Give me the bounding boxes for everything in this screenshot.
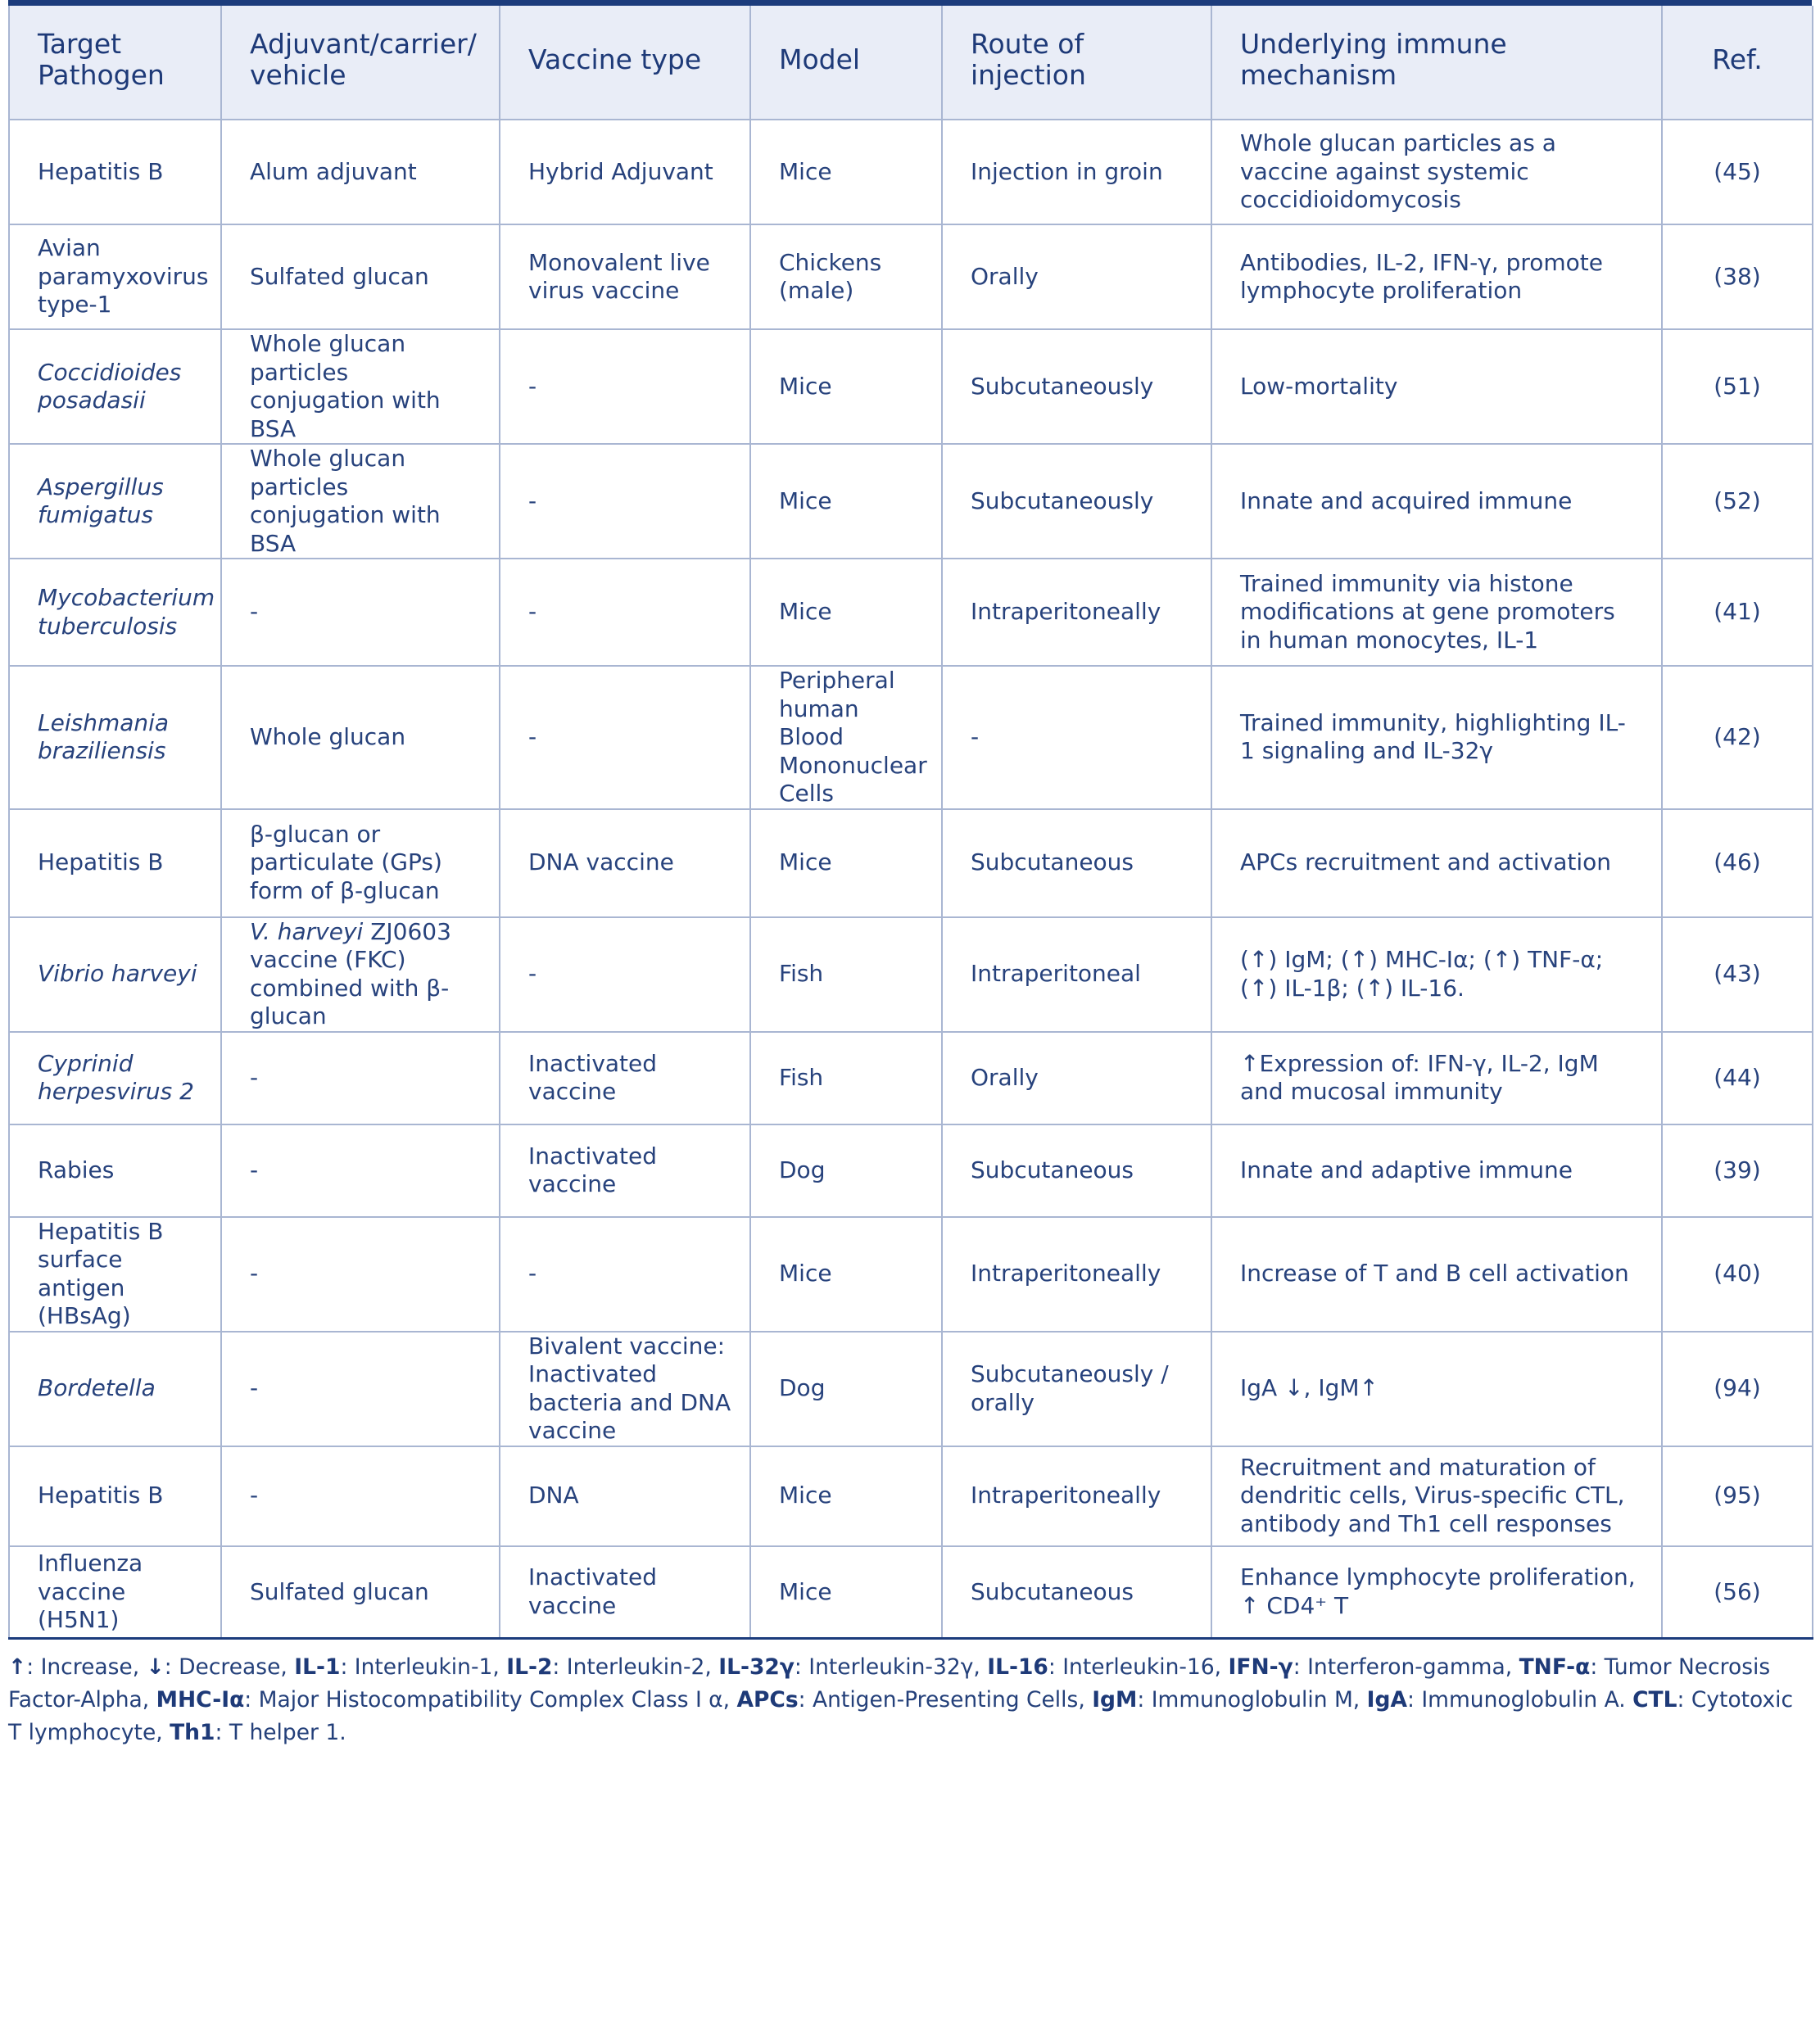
cell-vaccine-type: DNA vaccine bbox=[500, 809, 750, 917]
header-route: Route of injection bbox=[942, 6, 1211, 120]
footnote-definition: : Major Histocompatibility Complex Class I α, bbox=[244, 1687, 737, 1713]
footnote-term: IL-2 bbox=[506, 1654, 553, 1680]
table-row bbox=[9, 1332, 1813, 1446]
cell-route: - bbox=[942, 666, 1211, 809]
cell-mechanism: Low-mortality bbox=[1211, 329, 1662, 444]
cell-pathogen: Vibrio harveyi bbox=[9, 917, 221, 1032]
cell-model: Peripheral human Blood Mononuclear Cells bbox=[750, 666, 942, 809]
table-container bbox=[8, 0, 1812, 1749]
cell-route: Intraperitoneally bbox=[942, 1217, 1211, 1332]
cell-model: Mice bbox=[750, 1217, 942, 1332]
cell-ref: (44) bbox=[1662, 1032, 1813, 1124]
cell-pathogen: Leishmania braziliensis bbox=[9, 666, 221, 809]
table-row bbox=[9, 120, 1813, 224]
footnote-term: Th1 bbox=[170, 1720, 215, 1745]
cell-route: Subcutaneously / orally bbox=[942, 1332, 1211, 1446]
cell-model: Mice bbox=[750, 1446, 942, 1546]
cell-pathogen: Hepatitis B bbox=[9, 1446, 221, 1546]
cell-ref: (95) bbox=[1662, 1446, 1813, 1546]
cell-adjuvant: Whole glucan particles conjugation with BSA bbox=[221, 444, 500, 559]
cell-route: Subcutaneous bbox=[942, 809, 1211, 917]
cell-mechanism: APCs recruitment and activation bbox=[1211, 809, 1662, 917]
table-row bbox=[9, 809, 1813, 917]
cell-vaccine-type: Hybrid Adjuvant bbox=[500, 120, 750, 224]
cell-route: Subcutaneously bbox=[942, 329, 1211, 444]
table-row bbox=[9, 444, 1813, 559]
cell-adjuvant: - bbox=[221, 1032, 500, 1124]
cell-pathogen: Hepatitis B bbox=[9, 120, 221, 224]
footnote-definition: : Cytotoxic T lymphocyte, bbox=[8, 1687, 1794, 1745]
footnote-term: IL-16 bbox=[987, 1654, 1048, 1680]
cell-adjuvant: V. harveyi ZJ0603 vaccine (FKC) combined with β-glucan bbox=[221, 917, 500, 1032]
cell-model: Mice bbox=[750, 809, 942, 917]
cell-model: Chickens (male) bbox=[750, 224, 942, 329]
table-row bbox=[9, 1032, 1813, 1124]
cell-ref: (42) bbox=[1662, 666, 1813, 809]
cell-vaccine-type: Monovalent live virus vaccine bbox=[500, 224, 750, 329]
cell-ref: (41) bbox=[1662, 559, 1813, 666]
footnote-definition: : Interleukin-2, bbox=[552, 1654, 719, 1680]
cell-adjuvant: - bbox=[221, 1217, 500, 1332]
cell-model: Fish bbox=[750, 1032, 942, 1124]
footnote-term: IL-32γ bbox=[718, 1654, 795, 1680]
cell-pathogen: Hepatitis B bbox=[9, 809, 221, 917]
cell-adjuvant: β-glucan or particulate (GPs) form of β-glucan bbox=[221, 809, 500, 917]
table-row bbox=[9, 224, 1813, 329]
cell-mechanism: IgA ↓, IgM↑ bbox=[1211, 1332, 1662, 1446]
cell-vaccine-type: - bbox=[500, 666, 750, 809]
cell-vaccine-type: Bivalent vaccine: Inactivated bacteria and DNA vaccine bbox=[500, 1332, 750, 1446]
cell-ref: (40) bbox=[1662, 1217, 1813, 1332]
footnote-definition: : Tumor Necrosis Factor-Alpha, bbox=[8, 1654, 1771, 1713]
footnote-definition: : Immunoglobulin A. bbox=[1407, 1687, 1633, 1713]
cell-vaccine-type: Inactivated vaccine bbox=[500, 1546, 750, 1639]
footnote-definition: : Interleukin-32γ, bbox=[794, 1654, 988, 1680]
cell-vaccine-type: - bbox=[500, 917, 750, 1032]
vaccine-table bbox=[8, 6, 1813, 1640]
cell-mechanism: Whole glucan particles as a vaccine against systemic coccidioidomycosis bbox=[1211, 120, 1662, 224]
cell-mechanism: Increase of T and B cell activation bbox=[1211, 1217, 1662, 1332]
cell-route: Subcutaneous bbox=[942, 1124, 1211, 1217]
cell-pathogen: Aspergillus fumigatus bbox=[9, 444, 221, 559]
cell-model: Mice bbox=[750, 329, 942, 444]
cell-route: Intraperitoneally bbox=[942, 559, 1211, 666]
footnote-term: IgM bbox=[1092, 1687, 1138, 1713]
footnote-term: IgA bbox=[1366, 1687, 1408, 1713]
footnote-definition: : Interleukin-16, bbox=[1048, 1654, 1229, 1680]
cell-pathogen: Avian paramyxovirus type-1 bbox=[9, 224, 221, 329]
cell-ref: (46) bbox=[1662, 809, 1813, 917]
cell-ref: (51) bbox=[1662, 329, 1813, 444]
table-body bbox=[9, 120, 1813, 1639]
header-row bbox=[9, 6, 1813, 120]
cell-pathogen: Influenza vaccine (H5N1) bbox=[9, 1546, 221, 1639]
cell-mechanism: Trained immunity via histone modifications at gene promoters in human monocytes, IL-1 bbox=[1211, 559, 1662, 666]
cell-ref: (52) bbox=[1662, 444, 1813, 559]
cell-route: Orally bbox=[942, 1032, 1211, 1124]
cell-ref: (94) bbox=[1662, 1332, 1813, 1446]
cell-adjuvant: Whole glucan particles conjugation with BSA bbox=[221, 329, 500, 444]
table-row bbox=[9, 917, 1813, 1032]
footnote-definition: : Antigen-Presenting Cells, bbox=[798, 1687, 1093, 1713]
cell-adjuvant: - bbox=[221, 1446, 500, 1546]
header-target-pathogen: Target Pathogen bbox=[9, 6, 221, 120]
footnote-term: IFN-γ bbox=[1228, 1654, 1293, 1680]
cell-model: Mice bbox=[750, 444, 942, 559]
cell-vaccine-type: - bbox=[500, 1217, 750, 1332]
header-mechanism: Underlying immune mechanism bbox=[1211, 6, 1662, 120]
cell-adjuvant: - bbox=[221, 559, 500, 666]
cell-adjuvant: Alum adjuvant bbox=[221, 120, 500, 224]
table-row bbox=[9, 1124, 1813, 1217]
cell-ref: (38) bbox=[1662, 224, 1813, 329]
cell-ref: (39) bbox=[1662, 1124, 1813, 1217]
cell-adjuvant: - bbox=[221, 1332, 500, 1446]
cell-vaccine-type: Inactivated vaccine bbox=[500, 1032, 750, 1124]
header-ref: Ref. bbox=[1662, 6, 1813, 120]
footnote-term: MHC-Iα bbox=[156, 1687, 245, 1713]
footnote-definition: : T helper 1. bbox=[215, 1720, 346, 1745]
footnote-definition: : Interferon-gamma, bbox=[1293, 1654, 1519, 1680]
footnote-term: ↓ bbox=[146, 1654, 165, 1680]
table-row bbox=[9, 1217, 1813, 1332]
table-row bbox=[9, 1546, 1813, 1639]
cell-route: Subcutaneously bbox=[942, 444, 1211, 559]
cell-ref: (43) bbox=[1662, 917, 1813, 1032]
cell-mechanism: (↑) IgM; (↑) MHC-Iα; (↑) TNF-α; (↑) IL-1β; (↑) IL-16. bbox=[1211, 917, 1662, 1032]
table-row bbox=[9, 559, 1813, 666]
cell-route: Injection in groin bbox=[942, 120, 1211, 224]
cell-pathogen: Hepatitis B surface antigen (HBsAg) bbox=[9, 1217, 221, 1332]
header-model: Model bbox=[750, 6, 942, 120]
table-top-rule bbox=[8, 0, 1812, 6]
cell-adjuvant: Sulfated glucan bbox=[221, 224, 500, 329]
table-footnote bbox=[8, 1640, 1812, 1749]
cell-adjuvant: - bbox=[221, 1124, 500, 1217]
table-row bbox=[9, 1446, 1813, 1546]
cell-pathogen: Mycobacterium tuberculosis bbox=[9, 559, 221, 666]
footnote-term: TNF-α bbox=[1519, 1654, 1591, 1680]
cell-model: Mice bbox=[750, 1546, 942, 1639]
table-row bbox=[9, 329, 1813, 444]
cell-adjuvant: Sulfated glucan bbox=[221, 1546, 500, 1639]
cell-mechanism: Recruitment and maturation of dendritic cells, Virus-specific CTL, antibody and Th1 cell responses bbox=[1211, 1446, 1662, 1546]
cell-vaccine-type: DNA bbox=[500, 1446, 750, 1546]
cell-mechanism: Innate and acquired immune bbox=[1211, 444, 1662, 559]
footnote-term: CTL bbox=[1632, 1687, 1677, 1713]
cell-mechanism: Enhance lymphocyte proliferation, ↑ CD4⁺ T bbox=[1211, 1546, 1662, 1639]
cell-mechanism: ↑Expression of: IFN-γ, IL-2, IgM and mucosal immunity bbox=[1211, 1032, 1662, 1124]
cell-model: Dog bbox=[750, 1332, 942, 1446]
cell-pathogen: Bordetella bbox=[9, 1332, 221, 1446]
footnote-definition: : Immunoglobulin M, bbox=[1137, 1687, 1367, 1713]
table-row bbox=[9, 666, 1813, 809]
cell-model: Dog bbox=[750, 1124, 942, 1217]
footnote-term: ↑ bbox=[8, 1654, 27, 1680]
header-vaccine-type: Vaccine type bbox=[500, 6, 750, 120]
cell-model: Mice bbox=[750, 120, 942, 224]
footnote-definition: : Decrease, bbox=[164, 1654, 295, 1680]
cell-mechanism: Innate and adaptive immune bbox=[1211, 1124, 1662, 1217]
cell-vaccine-type: - bbox=[500, 559, 750, 666]
cell-vaccine-type: - bbox=[500, 444, 750, 559]
cell-vaccine-type: - bbox=[500, 329, 750, 444]
cell-ref: (56) bbox=[1662, 1546, 1813, 1639]
cell-route: Intraperitoneal bbox=[942, 917, 1211, 1032]
footnote-term: IL-1 bbox=[294, 1654, 341, 1680]
cell-mechanism: Trained immunity, highlighting IL-1 signaling and IL-32γ bbox=[1211, 666, 1662, 809]
cell-model: Fish bbox=[750, 917, 942, 1032]
cell-vaccine-type: Inactivated vaccine bbox=[500, 1124, 750, 1217]
footnote-term: APCs bbox=[736, 1687, 799, 1713]
footnote-definition: : Interleukin-1, bbox=[340, 1654, 507, 1680]
header-adjuvant: Adjuvant/carrier/ vehicle bbox=[221, 6, 500, 120]
cell-pathogen: Coccidioides posadasii bbox=[9, 329, 221, 444]
cell-pathogen: Rabies bbox=[9, 1124, 221, 1217]
cell-route: Intraperitoneally bbox=[942, 1446, 1211, 1546]
cell-ref: (45) bbox=[1662, 120, 1813, 224]
cell-route: Subcutaneous bbox=[942, 1546, 1211, 1639]
cell-mechanism: Antibodies, IL-2, IFN-γ, promote lymphocyte proliferation bbox=[1211, 224, 1662, 329]
cell-pathogen: Cyprinid herpesvirus 2 bbox=[9, 1032, 221, 1124]
footnote-definition: : Increase, bbox=[26, 1654, 147, 1680]
cell-model: Mice bbox=[750, 559, 942, 666]
cell-adjuvant: Whole glucan bbox=[221, 666, 500, 809]
cell-route: Orally bbox=[942, 224, 1211, 329]
